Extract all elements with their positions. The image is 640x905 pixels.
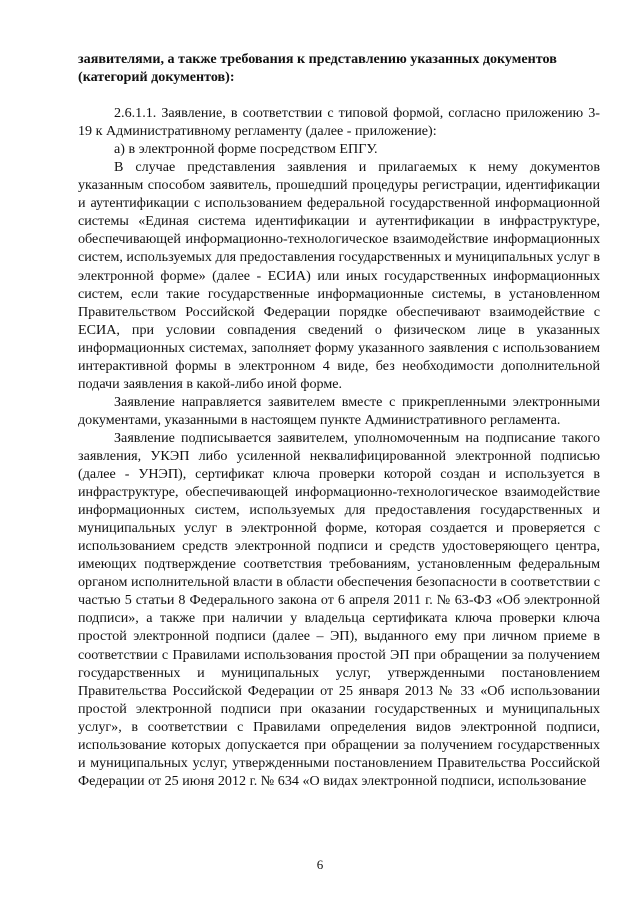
paragraph-application-form: 2.6.1.1. Заявление, в соответствии с типовой формой, согласно приложению 3-19 к Административному регламенту (далее - приложение): [78,105,600,140]
section-heading: заявителями, а также требования к представлению указанных документов (категорий документов): [78,51,557,86]
paragraph-esia: В случае представления заявления и прилагаемых к нему документов указанным способом заявитель, прошедший процедуры регистрации, идентификации и аутентификации с использованием федеральной государственной информационной системы «Единая система идентификации и аутентификации в инфраструктуре, обеспечивающей информационно-технологическое взаимодействие информационных систем, используемых для предоставления государственных и муниципальных услуг в электронной форме» (далее - ЕСИА) или иных государственных информационных систем, если такие государственные информационные системы, в установленном Правительством Российской Федерации порядке обеспечивают взаимодействие с ЕСИА, при условии совпадения сведений о физическом лице в указанных информационных системах, заполняет форму указанного заявления с использованием интерактивной формы в электронном 4 виде, без необходимости дополнительной подачи заявления в какой-либо иной форме. [78,159,600,392]
page-number: 6 [316,857,324,872]
paragraph-attachments: Заявление направляется заявителем вместе с прикрепленными электронными документами, указанными в настоящем пункте Административного регламента. [78,393,600,428]
paragraph-epgu: а) в электронной форме посредством ЕПГУ. [114,141,378,158]
document-page [78,50,600,790]
paragraph-signature: Заявление подписывается заявителем, уполномоченным на подписание такого заявления, УКЭП либо усиленной неквалифицированной электронной подписью (далее - УНЭП), сертификат ключа проверки которой создан и используется в инфраструктуре, обеспечивающей информационно-технологическое взаимодействие информационных систем, используемых для предоставления государственных и муниципальных услуг в электронной форме, которая создается и проверяется с использованием средств электронной подписи и средств удостоверяющего центра, имеющих подтверждение соответствия требованиям, установленным федеральным органом исполнительной власти в области обеспечения безопасности в соответствии с частью 5 статьи 8 Федерального закона от 6 апреля 2011 г. № 63-ФЗ «Об электронной подписи», а также при наличии у владельца сертификата ключа проверки ключа простой электронной подписи (далее – ЭП), выданного ему при личном приеме в соответствии с Правилами использования простой ЭП при обращении за получением государственных и муниципальных услуг, утвержденными постановлением Правительства Российской Федерации от 25 января 2013 № 33 «Об использовании простой электронной подписи при оказании государственных и муниципальных услуг», в соответствии с Правилами определения видов электронной подписи, использование которых допускается при обращении за получением государственных и муниципальных услуг, утвержденными постановлением Правительства Российской Федерации от 25 июня 2012 г. № 634 «О видах электронной подписи, использование [78,429,600,789]
